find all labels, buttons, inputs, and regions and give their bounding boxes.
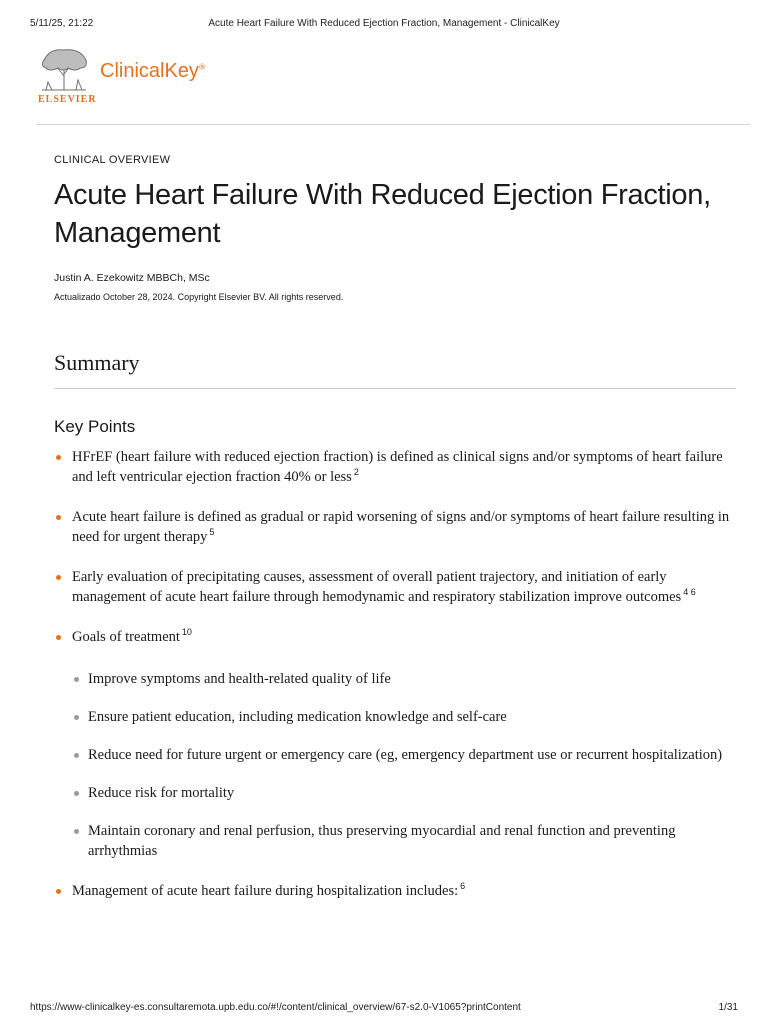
sub-bullet-icon [74, 753, 79, 758]
list-item [54, 447, 736, 487]
reference-link[interactable]: 10 [181, 627, 192, 638]
elsevier-wordmark: ELSEVIER [38, 94, 97, 105]
point-text: Goals of treatment [72, 629, 180, 645]
header-divider [36, 124, 750, 125]
sub-bullet-icon [74, 677, 79, 682]
point-text: Acute heart failure is defined as gradual or rapid worsening of signs and/or symptoms of heart failure resulting in need for urgent therapy [72, 509, 730, 545]
trademark-mark: ® [198, 62, 205, 72]
sub-list-item [72, 783, 736, 803]
list-item [54, 881, 736, 901]
goal-text: Reduce risk for mortality [88, 785, 235, 801]
product-name [100, 60, 205, 83]
print-document-title: Acute Heart Failure With Reduced Ejection Fraction, Management - ClinicalKey [208, 18, 560, 29]
sub-list-item [72, 669, 736, 689]
bullet-icon [56, 515, 61, 520]
goal-text: Maintain coronary and renal perfusion, thus preserving myocardial and renal function and preventing arrhythmias [88, 823, 676, 859]
sub-list-item [72, 707, 736, 727]
sub-list-item [72, 745, 736, 765]
page-number: 1/31 [718, 1002, 738, 1013]
sub-bullet-icon [74, 791, 79, 796]
print-header [0, 0, 768, 29]
reference-link[interactable]: 5 [209, 527, 215, 538]
reference-link[interactable]: 2 [353, 467, 359, 478]
list-item [54, 567, 736, 607]
reference-link[interactable]: 4 6 [683, 587, 696, 598]
print-footer [0, 994, 768, 1024]
point-text: HFrEF (heart failure with reduced ejection fraction) is defined as clinical signs and/or symptoms of heart failure and left ventricular ejection fraction 40% or less [72, 449, 723, 485]
goal-text: Reduce need for future urgent or emergency care (eg, emergency department use or recurrent hospitalization) [88, 747, 723, 763]
sub-bullet-icon [74, 829, 79, 834]
clinicalkey-logo[interactable] [36, 46, 236, 106]
print-date: 5/11/25, 21:22 [30, 18, 94, 29]
list-item [54, 627, 736, 861]
point-text: Management of acute heart failure during hospitalization includes: [72, 883, 459, 899]
key-points-heading: Key Points [54, 417, 136, 436]
key-points-list [54, 447, 736, 901]
goal-text: Improve symptoms and health-related quality of life [88, 671, 391, 687]
print-url: https://www-clinicalkey-es.consultaremota.upb.edu.co/#!/content/clinical_overview/67-s2.0-V1065?printContent [30, 1002, 521, 1013]
bullet-icon [56, 455, 61, 460]
section-label: CLINICAL OVERVIEW [54, 154, 171, 166]
summary-divider [54, 388, 736, 389]
reference-link[interactable]: 6 [460, 881, 466, 892]
page-title: Acute Heart Failure With Reduced Ejection Fraction, Management [54, 179, 711, 249]
list-item [54, 507, 736, 547]
article [54, 154, 736, 921]
sub-bullet-icon [74, 715, 79, 720]
elsevier-tree-icon [36, 46, 92, 92]
product-label: ClinicalKey [100, 60, 199, 82]
point-text: Early evaluation of precipitating causes, assessment of overall patient trajectory, and initiation of early management of acute heart failure through hemodynamic and respiratory stabilization improve outcomes [72, 569, 682, 605]
updated-date: Actualizado October 28, 2024. Copyright Elsevier BV. All rights reserved. [54, 292, 344, 302]
summary-heading: Summary [54, 350, 140, 375]
bullet-icon [56, 575, 61, 580]
author[interactable]: Justin A. Ezekowitz MBBCh, MSc [54, 272, 210, 284]
goals-list [72, 669, 736, 861]
bullet-icon [56, 635, 61, 640]
sub-list-item [72, 821, 736, 861]
goal-text: Ensure patient education, including medication knowledge and self-care [88, 709, 507, 725]
bullet-icon [56, 889, 61, 894]
